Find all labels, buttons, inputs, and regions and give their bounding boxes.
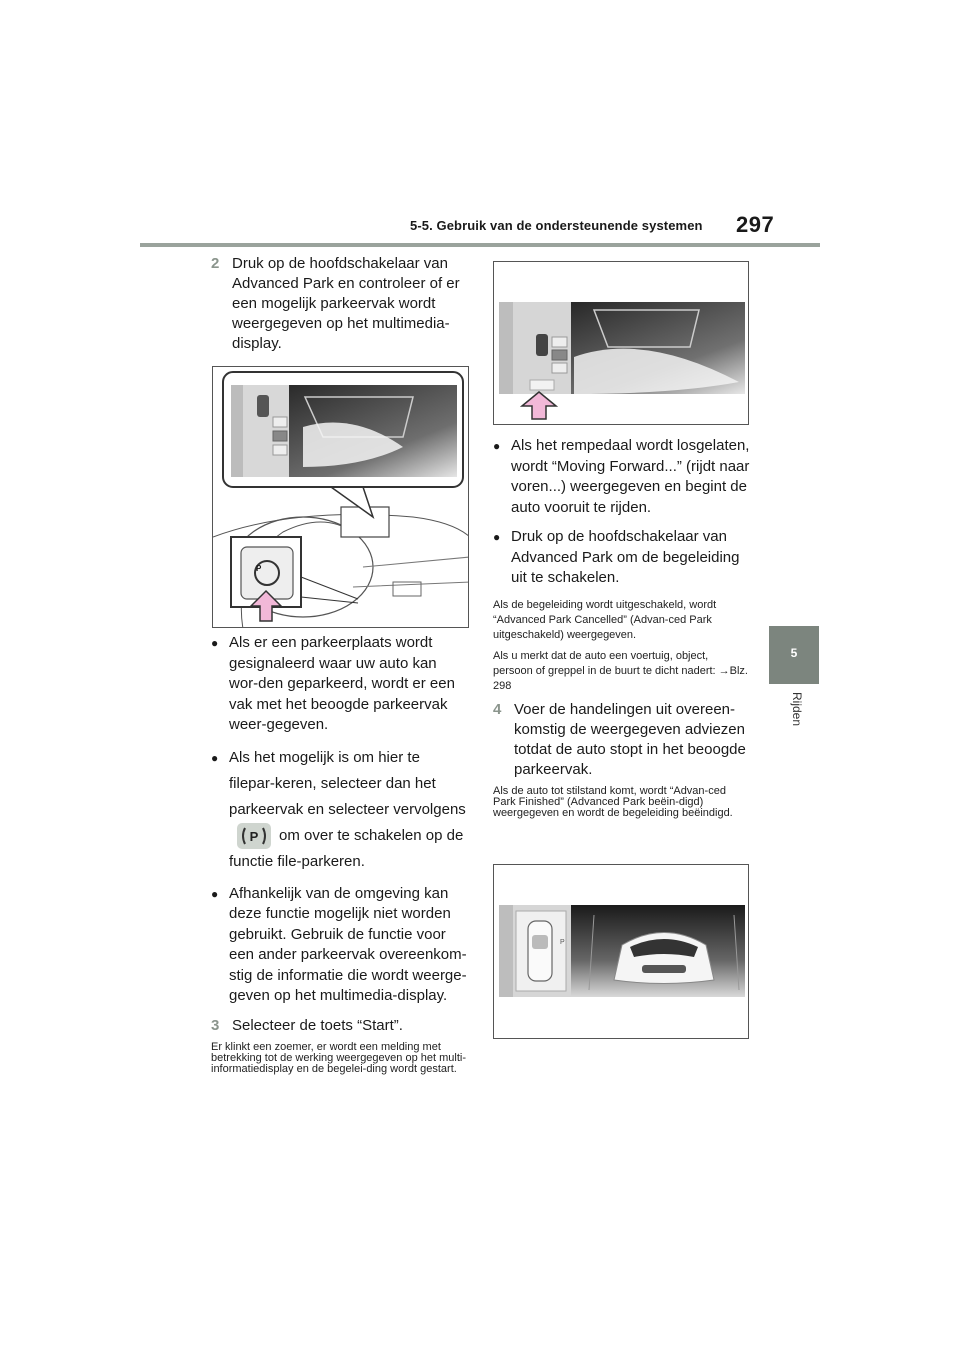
parked-car-illustration [494,865,749,1039]
step-3 [211,1016,469,1036]
left-column [211,254,469,364]
chapter-label: Rijden [790,692,804,727]
step-number: 4 [493,700,502,718]
chapter-number: 5 [790,646,798,660]
note-too-close: Als u merkt dat de auto een voertuig, object, persoon of greppel in de buurt te dicht nadert: →Blz. 298 [493,649,748,692]
step-text: Druk op de hoofdschakelaar van Advanced Park en controleer of er een mogelijk parkeervak wordt weergegeven op het multimedia-display. [232,255,460,352]
up-arrow-icon [249,589,283,623]
page-number: 297 [736,212,775,237]
step-4-note: Als de auto tot stilstand komt, wordt “Advan-ced Park Finished” (Advanced Park beëin-digd) weergegeven en wordt de begeleiding beëindigd. [493,784,733,819]
switch-label: P [256,564,262,573]
section-title: 5-5. Gebruik van de ondersteunende systemen [410,218,703,233]
svg-text:P: P [249,828,259,844]
bullet-environment: ● Afhankelijk van de omgeving kan deze functie mogelijk niet worden gebruikt. Gebruik de functie voor een ander parkeervak overeenkom-stig de informatie die wordt weerge-geven op het multimedia-display. [211,884,469,1007]
chapter-tab [769,626,819,684]
step-text: Selecteer de toets “Start”. [232,1016,403,1034]
step-2 [211,254,469,354]
right-column [493,436,751,825]
note-cancelled: Als de begeleiding wordt uitgeschakeld, wordt “Advanced Park Cancelled” (Advan-ced Park uitgeschakeld) weergegeven. [493,598,717,641]
step-4 [493,700,751,780]
header-divider [140,243,820,247]
step-3-note: Er klinkt een zoemer, er wordt een melding met betrekking tot de werking weergegeven op het multi-informatiedisplay en de begelei-ding wordt gestart. [211,1040,466,1075]
bullet-parallel-parking: ● Als het mogelijk is om hier te filepar-keren, selecteer dan het parkeervak en selecteer vervolgens P om over te schakelen op de functie file-parkeren. [211,745,469,875]
step-number: 3 [211,1016,220,1034]
figure-parking-finished [493,864,749,1039]
bullet-slot-detected: ● Als er een parkeerplaats wordt gesignaleerd waar uw auto kan wor-den geparkeerd, wordt er een vak met het beoogde parkeervak weer-gegeven. [211,633,469,736]
step-number: 2 [211,255,220,272]
bullet-brake-release: ● Als het rempedaal wordt losgelaten, wordt “Moving Forward...” (rijdt naar voren...) weergegeven en begint de auto vooruit te rijden. [493,436,751,518]
figure-dashboard-screen [212,366,469,628]
step-text: Voer de handelingen uit overeen-komstig de weergegeven adviezen totdat de auto stopt in het beoogde parkeervak. [514,700,746,778]
up-arrow-icon [520,390,558,420]
figure-screen-forward [493,261,749,425]
advanced-park-icon [237,823,271,849]
left-column-bullets [211,633,469,1081]
parking-slot-label: P [560,939,565,946]
bullet-cancel-guidance: ● Druk op de hoofdschakelaar van Advanced Park om de begeleiding uit te schakelen. [493,527,751,589]
